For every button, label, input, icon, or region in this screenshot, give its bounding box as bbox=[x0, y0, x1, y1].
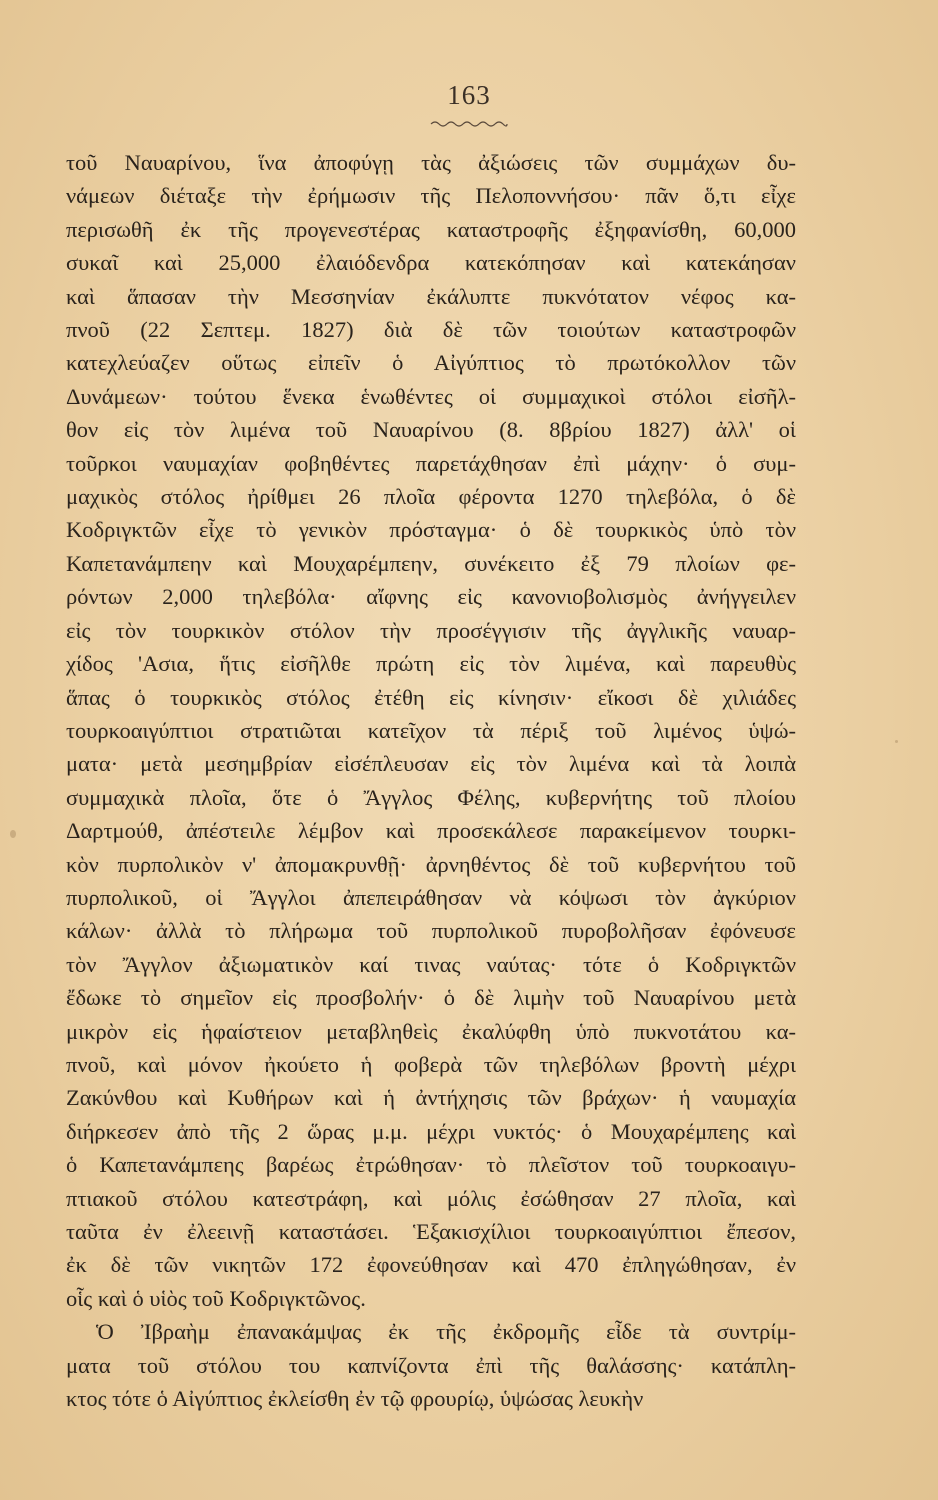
text-line: καὶ ἅπασαν τὴν Μεσσηνίαν ἐκάλυπτε πυκνότατον νέφος κα- bbox=[66, 283, 796, 309]
ink-spot bbox=[895, 740, 898, 743]
text-line: πτιακοῦ στόλου κατεστράφη, καὶ μόλις ἐσώθησαν 27 πλοῖα, καὶ bbox=[66, 1185, 796, 1211]
text-line: κάλων· ἀλλὰ τὸ πλήρωμα τοῦ πυρπολικοῦ πυροβολῆσαν ἐφόνευσε bbox=[66, 918, 796, 944]
text-line: ἅπας ὁ τουρκικὸς στόλος ἐτέθη εἰς κίνησιν· εἴκοσι δὲ χιλιάδες bbox=[66, 684, 796, 710]
body-text bbox=[66, 146, 796, 1415]
text-line: τοῦ Ναυαρίνου, ἵνα ἀποφύγῃ τὰς ἀξιώσεις τῶν συμμάχων δυ- bbox=[66, 150, 796, 175]
text-line: τὸν Ἄγγλον ἀξιωματικὸν καί τινας ναύτας· τότε ὁ Κοδριγκτῶν bbox=[66, 951, 796, 977]
text-line: θον εἰς τὸν λιμένα τοῦ Ναυαρίνου (8. 8βρίου 1827) ἀλλ' οἱ bbox=[66, 417, 796, 443]
text-line: πυρπολικοῦ, οἱ Ἄγγλοι ἀπεπειράθησαν νὰ κόψωσι τὸν ἀγκύριον bbox=[66, 884, 796, 910]
text-line: ματα· μετὰ μεσημβρίαν εἰσέπλευσαν εἰς τὸν λιμένα καὶ τὰ λοιπὰ bbox=[66, 751, 796, 777]
text-line: ματα τοῦ στόλου του καπνίζοντα ἐπὶ τῆς θαλάσσης· κατάπλη- bbox=[66, 1352, 796, 1378]
wavy-rule-icon bbox=[429, 119, 509, 129]
text-line: συκαῖ καὶ 25,000 ἐλαιόδενδρα κατεκόπησαν καὶ κατεκάησαν bbox=[66, 250, 796, 276]
text-line: κατεχλεύαζεν οὕτως εἰπεῖν ὁ Αἰγύπτιος τὸ πρωτόκολλον τῶν bbox=[66, 350, 796, 376]
text-line: Κοδριγκτῶν εἶχε τὸ γενικὸν πρόσταγμα· ὁ δὲ τουρκικὸς ὑπὸ τὸν bbox=[66, 517, 796, 543]
text-line: νάμεων διέταξε τὴν ἐρήμωσιν τῆς Πελοποννήσου· πᾶν ὅ,τι εἶχε bbox=[66, 183, 796, 209]
text-line: χίδος 'Ασια, ἥτις εἰσῆλθε πρώτη εἰς τὸν λιμένα, καὶ παρευθὺς bbox=[66, 651, 796, 677]
header-ornament bbox=[0, 114, 938, 133]
text-line: οἷς καὶ ὁ υἱὸς τοῦ Κοδριγκτῶνος. bbox=[66, 1285, 366, 1311]
text-line: ἔδωκε τὸ σημεῖον εἰς προσβολήν· ὁ δὲ λιμὴν τοῦ Ναυαρίνου μετὰ bbox=[66, 985, 796, 1011]
text-line: ρόντων 2,000 τηλεβόλα· αἴφνης εἰς κανονιοβολισμὸς ἀνήγγειλεν bbox=[66, 584, 796, 610]
text-line: Ζακύνθου καὶ Κυθήρων καὶ ἡ ἀντήχησις τῶν βράχων· ἡ ναυμαχία bbox=[66, 1085, 796, 1111]
text-line: εἰς τὸν τουρκικὸν στόλον τὴν προσέγγισιν τῆς ἀγγλικῆς ναυαρ- bbox=[66, 617, 796, 643]
text-line: μικρὸν εἰς ἡφαίστειον μεταβληθεὶς ἐκαλύφθη ὑπὸ πυκνοτάτου κα- bbox=[66, 1018, 796, 1044]
page-number: 163 bbox=[447, 80, 491, 110]
text-line: διήρκεσεν ἀπὸ τῆς 2 ὥρας μ.μ. μέχρι νυκτός· ὁ Μουχαρέμπεης καὶ bbox=[66, 1118, 796, 1144]
text-line: πνοῦ, καὶ μόνον ἠκούετο ἡ φοβερὰ τῶν τηλεβόλων βροντὴ μέχρι bbox=[66, 1051, 796, 1077]
paragraph bbox=[66, 146, 796, 1315]
text-line: κτος τότε ὁ Αἰγύπτιος ἐκλείσθη ἐν τῷ φρουρίῳ, ὑψώσας λευκὴν bbox=[66, 1386, 644, 1412]
text-line: περισωθῆ ἐκ τῆς προγενεστέρας καταστροφῆς ἐξηφανίσθη, 60,000 bbox=[66, 216, 796, 242]
text-line: κὸν πυρπολικὸν ν' ἀπομακρυνθῇ· ἀρνηθέντος δὲ τοῦ κυβερνήτου τοῦ bbox=[66, 851, 796, 877]
text-line: Δαρτμούθ, ἀπέστειλε λέμβον καὶ προσεκάλεσε παρακείμενον τουρκι- bbox=[66, 818, 796, 844]
text-line: τοῦρκοι ναυμαχίαν φοβηθέντες παρετάχθησαν ἐπὶ μάχην· ὁ συμ- bbox=[66, 450, 796, 476]
ink-spot bbox=[10, 830, 16, 838]
text-line: συμμαχικὰ πλοῖα, ὅτε ὁ Ἄγγλος Φέλης, κυβερνήτης τοῦ πλοίου bbox=[66, 784, 796, 810]
text-line: μαχικὸς στόλος ἠρίθμει 26 πλοῖα φέροντα 1270 τηλεβόλα, ὁ δὲ bbox=[66, 484, 796, 510]
text-line: πνοῦ (22 Σεπτεμ. 1827) διὰ δὲ τῶν τοιούτων καταστροφῶν bbox=[66, 317, 796, 343]
paragraph bbox=[66, 1315, 796, 1415]
text-line: ὁ Καπετανάμπεης βαρέως ἐτρώθησαν· τὸ πλεῖστον τοῦ τουρκοαιγυ- bbox=[66, 1152, 796, 1178]
text-line: Καπετανάμπεην καὶ Μουχαρέμπεην, συνέκειτο ἐξ 79 πλοίων φε- bbox=[66, 550, 796, 576]
text-line: τουρκοαιγύπτιοι στρατιῶται κατεῖχον τὰ πέριξ τοῦ λιμένος ὑψώ- bbox=[66, 717, 796, 743]
text-line: Ὁ Ἰβραὴμ ἐπανακάμψας ἐκ τῆς ἐκδρομῆς εἶδε τὰ συντρίμ- bbox=[96, 1319, 796, 1345]
text-line: ἐκ δὲ τῶν νικητῶν 172 ἐφονεύθησαν καὶ 470 ἐπληγώθησαν, ἐν bbox=[66, 1252, 796, 1278]
text-line: Δυνάμεων· τούτου ἕνεκα ἑνωθέντες οἱ συμμαχικοὶ στόλοι εἰσῆλ- bbox=[66, 383, 796, 409]
text-line: ταῦτα ἐν ἐλεεινῇ καταστάσει. Ἑξακισχίλιοι τουρκοαιγύπτιοι ἔπεσον, bbox=[66, 1219, 796, 1244]
